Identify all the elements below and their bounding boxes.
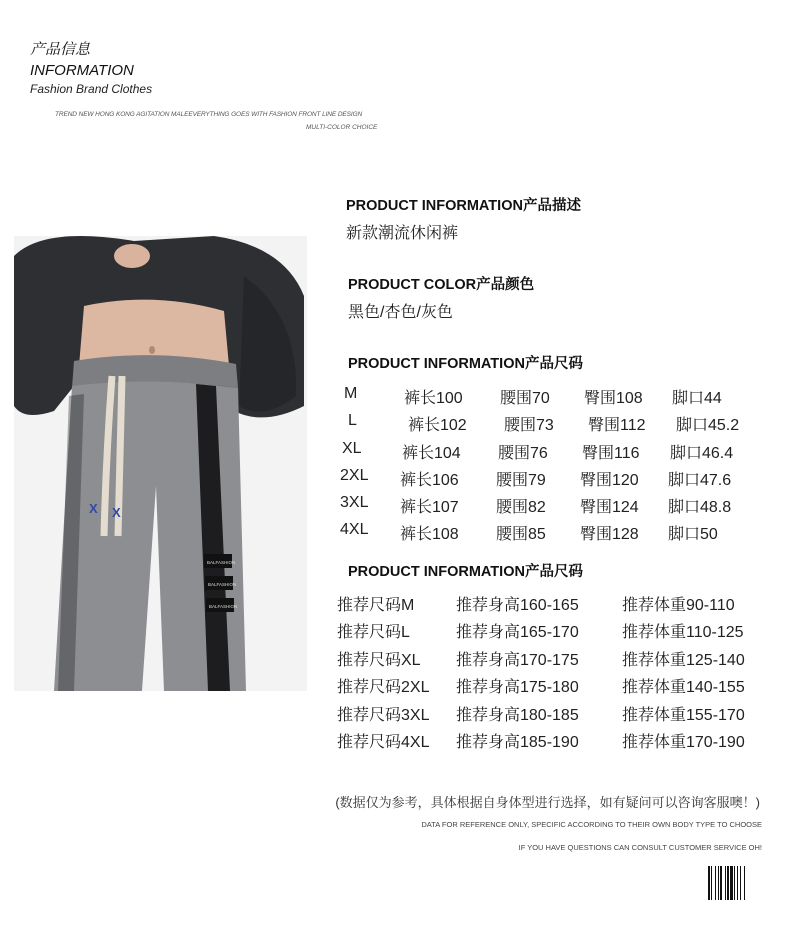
recommend-row [337,619,772,646]
size-cell: 裤长106 [400,471,459,489]
recommend-cell: 推荐身高185-190 [456,733,579,751]
recommend-cell: 推荐尺码2XL [337,679,430,697]
size-cell: 脚口47.6 [668,471,732,489]
svg-text:X: X [112,505,121,520]
recommend-cell: 推荐体重110-125 [622,624,744,642]
size-row [340,467,756,494]
size-cell: 裤长100 [404,390,463,407]
size-cell: 脚口46.4 [670,444,734,462]
header-tagline: TREND NEW HONG KONG AGITATION MALEEVERYTHING GOES WITH FASHION FRONT LINE DESIGN [55,111,363,118]
size-cell: 腰围76 [498,444,548,462]
recommend-row [337,674,772,701]
patch-label-3: BALFASHION [209,604,238,609]
recommend-row [337,729,772,756]
recommend-cell: 推荐体重140-155 [622,679,745,697]
size-row [340,385,756,412]
size-cell: 脚口44 [672,390,722,407]
recommend-cell: 推荐尺码XL [337,651,421,669]
size-cell: 腰围82 [496,499,546,517]
size-table [340,385,756,549]
recommend-cell: 推荐身高165-170 [456,624,579,642]
recommend-row [337,592,772,619]
recommend-title: PRODUCT INFORMATION产品尺码 [348,564,583,580]
recommend-cell: 推荐身高170-175 [456,651,579,669]
recommend-cell: 推荐体重170-190 [622,733,745,751]
size-cell: 臀围108 [584,390,643,407]
color-text: 黑色/杏色/灰色 [348,304,453,321]
patch-label-1: BALFASHION [207,560,236,565]
recommend-cell: 推荐身高175-180 [456,679,579,697]
reference-note: (数据仅为参考，具体根据自身体型进行选择，如有疑问可以咨询客服噢！) [335,795,760,810]
recommend-cell: 推荐尺码M [337,597,415,614]
size-cell: 臀围120 [580,471,639,489]
recommend-row [337,647,772,674]
recommend-cell: 推荐体重155-170 [622,706,745,724]
size-cell: 臀围128 [580,526,639,544]
header-title-en: INFORMATION [30,62,134,79]
recommend-cell: 推荐体重125-140 [622,651,745,669]
header-subtitle: Fashion Brand Clothes [30,82,153,96]
size-label: 2XL [340,466,369,484]
recommend-row [337,702,772,729]
size-cell: 腰围79 [496,471,546,489]
size-cell: 脚口45.2 [676,417,740,435]
product-photo [14,236,307,691]
recommend-cell: 推荐尺码4XL [337,733,430,751]
size-label: L [348,412,357,430]
pants-illustration [14,236,307,691]
size-cell: 腰围73 [504,417,554,435]
size-cell: 臀围112 [588,417,646,435]
size-cell: 脚口48.8 [668,499,732,517]
size-cell: 裤长108 [400,526,459,544]
recommend-cell: 推荐体重90-110 [622,597,735,614]
size-cell: 臀围124 [580,499,639,517]
barcode-icon [708,866,762,900]
recommend-cell: 推荐身高180-185 [456,706,579,724]
size-cell: 腰围70 [500,390,550,407]
size-row [340,521,756,548]
size-cell: 腰围85 [496,526,546,544]
size-cell: 裤长102 [408,417,467,435]
size-cell: 臀围116 [582,444,640,462]
size-title: PRODUCT INFORMATION产品尺码 [348,356,583,372]
header-tagline-2: MULTI-COLOR CHOICE [306,124,378,131]
recommend-cell: 推荐尺码3XL [337,706,430,724]
size-cell: 裤长107 [400,499,459,517]
recommend-cell: 推荐身高160-165 [456,597,579,614]
footer-fine-print-2: IF YOU HAVE QUESTIONS CAN CONSULT CUSTOMER SERVICE OH! [518,843,762,852]
footer-fine-print: DATA FOR REFERENCE ONLY, SPECIFIC ACCORDING TO THEIR OWN BODY TYPE TO CHOOSE [421,820,762,829]
patch-label-2: BALFASHION [208,582,237,587]
size-label: 4XL [340,521,369,539]
recommend-table [337,592,772,756]
size-label: XL [342,439,362,457]
size-label: 3XL [340,494,369,512]
color-title: PRODUCT COLOR产品颜色 [348,277,535,293]
size-cell: 脚口50 [668,526,718,544]
size-cell: 裤长104 [402,444,461,462]
size-row [340,440,756,467]
header-title-cn: 产品信息 [30,41,91,58]
size-row [340,494,756,521]
size-row [340,412,756,439]
svg-text:X: X [89,501,98,516]
recommend-cell: 推荐尺码L [337,624,410,642]
description-text: 新款潮流休闲裤 [346,225,459,242]
size-label: M [344,385,358,402]
description-title: PRODUCT INFORMATION产品描述 [346,198,581,214]
